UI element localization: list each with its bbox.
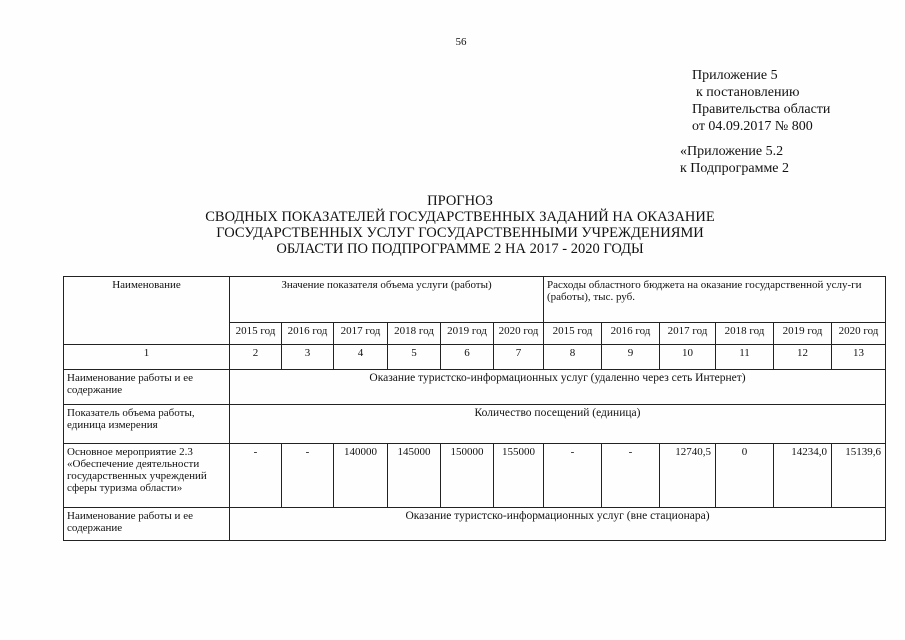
- value-cell: -: [282, 444, 334, 508]
- header-name: Наименование: [64, 277, 230, 345]
- row-span-value: Количество посещений (единица): [230, 405, 886, 444]
- column-number: 6: [441, 345, 494, 370]
- column-number: 9: [602, 345, 660, 370]
- value-cell: 0: [716, 444, 774, 508]
- value-cell: -: [602, 444, 660, 508]
- year-cell: 2018 год: [716, 323, 774, 345]
- year-cell: 2016 год: [602, 323, 660, 345]
- year-cell: 2019 год: [774, 323, 832, 345]
- row-label: Наименование работы и ее содержание: [64, 370, 230, 405]
- year-cell: 2017 год: [660, 323, 716, 345]
- column-number: 12: [774, 345, 832, 370]
- table-row: [64, 370, 886, 405]
- document-title: [150, 193, 770, 257]
- value-cell: 145000: [388, 444, 441, 508]
- table-row: [64, 444, 886, 508]
- column-number: 1: [64, 345, 230, 370]
- title-line: СВОДНЫХ ПОКАЗАТЕЛЕЙ ГОСУДАРСТВЕННЫХ ЗАДАНИЙ НА ОКАЗАНИЕ: [205, 209, 715, 225]
- year-cell: 2016 год: [282, 323, 334, 345]
- column-number: 10: [660, 345, 716, 370]
- title-line: ПРОГНОЗ: [427, 193, 493, 209]
- row-label: Показатель объема работы, единица измерения: [64, 405, 230, 444]
- value-cell: 155000: [494, 444, 544, 508]
- year-cell: 2018 год: [388, 323, 441, 345]
- row-span-value: Оказание туристско-информационных услуг (удаленно через сеть Интернет): [230, 370, 886, 405]
- value-cell: 15139,6: [832, 444, 886, 508]
- appendix-line: Приложение 5: [692, 68, 778, 83]
- sub-appendix-block: [680, 143, 789, 177]
- appendix-line: к постановлению: [696, 85, 800, 100]
- column-number: 11: [716, 345, 774, 370]
- column-number: 2: [230, 345, 282, 370]
- year-cell: 2017 год: [334, 323, 388, 345]
- column-number: 7: [494, 345, 544, 370]
- year-cell: 2019 год: [441, 323, 494, 345]
- page-number: 56: [455, 36, 467, 48]
- column-numbers-row: [64, 345, 886, 370]
- value-cell: 150000: [441, 444, 494, 508]
- column-number: 5: [388, 345, 441, 370]
- appendix-line: от 04.09.2017 № 800: [692, 119, 813, 134]
- year-cell: 2015 год: [544, 323, 602, 345]
- column-number: 8: [544, 345, 602, 370]
- column-number: 4: [334, 345, 388, 370]
- column-number: 3: [282, 345, 334, 370]
- value-cell: 140000: [334, 444, 388, 508]
- table-header-row: [64, 277, 886, 323]
- row-span-value: Оказание туристско-информационных услуг (вне стационара): [230, 508, 886, 541]
- value-cell: 12740,5: [660, 444, 716, 508]
- header-expenses: Расходы областного бюджета на оказание государственной услу-ги (работы), тыс. руб.: [544, 277, 886, 323]
- sub-appendix-line: «Приложение 5.2: [680, 144, 784, 159]
- table-row: [64, 405, 886, 444]
- forecast-table: [63, 276, 886, 541]
- value-cell: -: [230, 444, 282, 508]
- sub-appendix-line: к Подпрограмме 2: [680, 161, 790, 176]
- column-number: 13: [832, 345, 886, 370]
- value-cell: 14234,0: [774, 444, 832, 508]
- row-label: Наименование работы и ее содержание: [64, 508, 230, 541]
- value-cell: -: [544, 444, 602, 508]
- table-row: [64, 508, 886, 541]
- year-cell: 2020 год: [832, 323, 886, 345]
- header-volume: Значение показателя объема услуги (работы): [230, 277, 544, 323]
- row-label: Основное мероприятие 2.3 «Обеспечение деятельности государственных учреждений сферы туризма области»: [64, 444, 230, 508]
- appendix-line: Правительства области: [692, 102, 831, 117]
- year-cell: 2015 год: [230, 323, 282, 345]
- title-line: ГОСУДАРСТВЕННЫХ УСЛУГ ГОСУДАРСТВЕННЫМИ УЧРЕЖДЕНИЯМИ: [216, 225, 704, 241]
- title-line: ОБЛАСТИ ПО ПОДПРОГРАММЕ 2 НА 2017 - 2020 ГОДЫ: [276, 241, 644, 257]
- appendix-block: [692, 67, 830, 135]
- year-cell: 2020 год: [494, 323, 544, 345]
